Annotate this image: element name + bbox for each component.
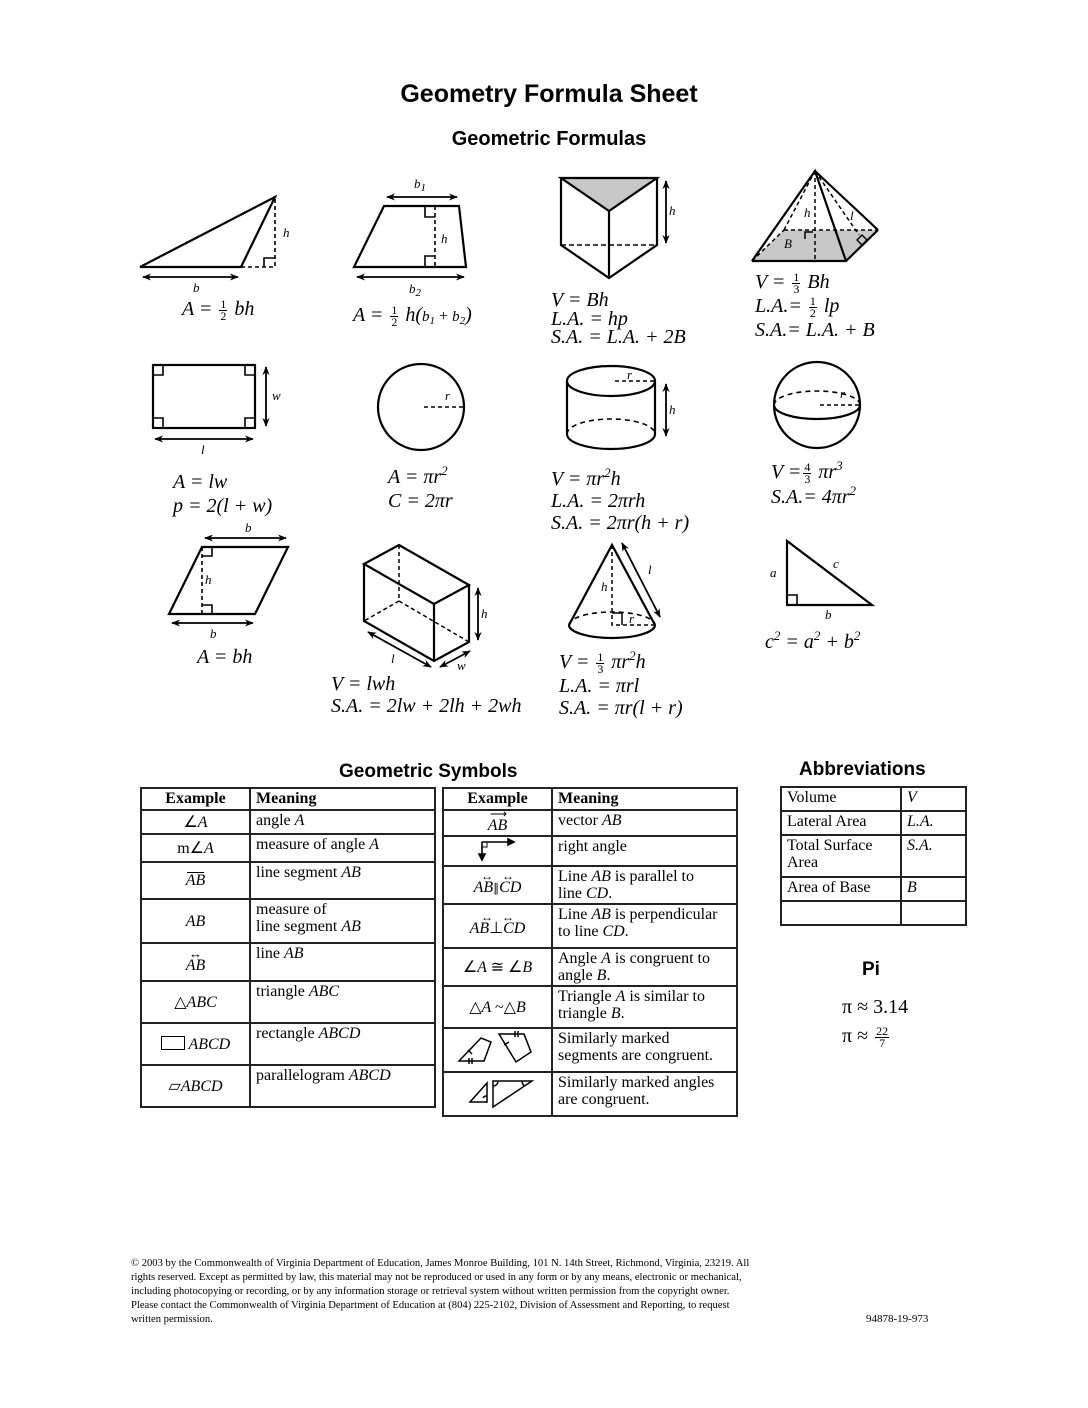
abbr-value-empty — [901, 901, 966, 925]
prism-lateral-area-formula: L.A. = hp — [551, 307, 628, 330]
pythagorean-formula: $c^2 = a^2 + b^2$ — [765, 628, 861, 653]
rect-prism-label-l: l — [391, 651, 395, 666]
prism-volume-formula: V = Bh — [551, 289, 609, 311]
symbol-parallelogram: ▱ABCD — [141, 1065, 250, 1107]
cone-formulas — [559, 648, 683, 720]
circle-label-r: r — [445, 388, 451, 403]
symbol-marked-angles — [443, 1072, 552, 1116]
sphere-figure — [774, 362, 860, 448]
triangle-figure — [140, 197, 275, 277]
parallelogram-figure — [169, 538, 288, 623]
cylinder-lateral-area-formula: L.A. = 2πrh — [551, 490, 646, 512]
parallelogram-label-b-bottom: b — [210, 626, 217, 641]
trapezoid-label-b2: $b_2$ — [409, 281, 421, 299]
circle-circumference-formula: C = 2πr — [388, 490, 453, 512]
meaning-right-angle: right angle — [552, 836, 737, 866]
pyramid-lateral-area-formula: L.A.= $\frac{1}{2}$ lp — [755, 293, 840, 320]
rectangle-label-w: w — [272, 388, 281, 403]
meaning-line: line AB — [250, 943, 435, 981]
cylinder-label-r: r — [627, 367, 633, 382]
rectangle-area-formula: A = lw — [173, 471, 228, 493]
pi-approx-decimal: π ≈ 3.14 — [842, 996, 909, 1018]
section-title-abbreviations: Abbreviations — [799, 759, 926, 780]
trapezoid-label-h: h — [441, 231, 448, 246]
symbol-similar: △A ~△B — [443, 986, 552, 1028]
symbols-table-left — [140, 787, 436, 1108]
abbr-value-base-area: B — [901, 877, 966, 901]
pyramid-volume-formula: V = $\frac{1}{3}$ Bh — [755, 269, 830, 296]
parallelogram-label-b-top: b — [245, 520, 252, 535]
abbr-value-surface-area: S.A. — [901, 835, 966, 877]
meaning-rectangle: rectangle ABCD — [250, 1023, 435, 1065]
cylinder-surface-area-formula: S.A. = 2πr(h + r) — [551, 512, 690, 534]
rect-prism-label-h: h — [481, 606, 488, 621]
right-triangle-label-b: b — [825, 607, 832, 622]
right-triangle-label-c: c — [833, 556, 839, 571]
cylinder-volume-formula: $V = \pi r^2h$ — [551, 465, 621, 490]
prism-surface-area-formula: S.A. = L.A. + 2B — [551, 326, 686, 348]
triangle-area-formula: A = $\frac{1}{2}$ bh — [182, 297, 255, 323]
trapezoid-area-formula: A = $\frac{1}{2}$ $h(b_1 + b_2)$ — [353, 303, 472, 329]
abbr-term-empty — [781, 901, 901, 925]
abbr-value-volume: V — [901, 787, 966, 811]
col-meaning: Meaning — [552, 788, 737, 810]
trapezoid-label-b1: $b_1$ — [414, 176, 426, 194]
triangle-label-h: h — [283, 225, 290, 240]
rectangular-prism-figure — [364, 545, 478, 667]
cone-label-h: h — [601, 579, 608, 594]
cone-figure — [569, 543, 660, 638]
circle-formulas — [388, 465, 453, 513]
symbol-perpendicular: ↔ ↔ AB⊥CD — [443, 904, 552, 948]
cone-volume-formula: V = $\frac{1}{3}$ $\pi r^2h$ — [559, 648, 646, 676]
meaning-similar: Triangle A is similar to triangle B. — [552, 986, 737, 1028]
meaning-angle: angle A — [250, 810, 435, 834]
meaning-segment: line segment AB — [250, 862, 435, 899]
abbr-value-lateral-area: L.A. — [901, 811, 966, 835]
sphere-volume-formula: V = $\frac{4}{3}$ $\pi r^3$ — [771, 458, 843, 486]
meaning-measure-angle: measure of angle A — [250, 834, 435, 862]
parallelogram-label-h: h — [205, 572, 212, 587]
sphere-label-r: r — [840, 386, 846, 401]
meaning-triangle: triangle ABC — [250, 981, 435, 1023]
parallelogram-area-formula: A = bh — [197, 646, 253, 668]
rect-prism-label-w: w — [457, 658, 466, 673]
circle-area-formula: $A = \pi r^2$ — [388, 463, 448, 488]
rect-prism-surface-area-formula: S.A. = 2lw + 2lh + 2wh — [331, 695, 522, 717]
circle-figure — [378, 364, 464, 450]
page-title: Geometry Formula Sheet — [400, 80, 698, 108]
copyright-notice: © 2003 by the Commonwealth of Virginia Department of Education, James Monroe Building, 101 N. 14th Street, Richmond, Virginia, 23219. All rights reserved. Except as permitted by law, this material may not be reproduced or used in any form or by any means, electronic or mechanical, including photocopying or recording, or by any information storage or retrieval system without written permission from the copyright owner. Please contact the Commonwealth of Virginia Department of Education at (804) 225-2102, Division of Assessment and Reporting, to request written permission. — [131, 1258, 750, 1325]
abbr-term-surface-area: Total Surface Area — [781, 835, 901, 877]
pyramid-surface-area-formula: S.A.= L.A. + B — [755, 318, 875, 341]
abbr-term-volume: Volume — [781, 787, 901, 811]
trapezoid-figure — [354, 197, 466, 277]
document-code: 94878-19-973 — [866, 1313, 929, 1325]
meaning-parallel: Line AB is parallel to line CD. — [552, 866, 737, 904]
pyramid-label-B: B — [784, 236, 792, 251]
symbol-line: ↔ AB — [141, 943, 250, 981]
marked-segments-icon — [456, 1030, 540, 1066]
symbol-angle: ∠A — [141, 810, 250, 834]
pi-approx-fraction: π ≈ $\frac{22}{7}$ — [842, 1023, 889, 1050]
symbol-congruent: ∠A ≅ ∠B — [443, 948, 552, 986]
cone-surface-area-formula: S.A. = πr(l + r) — [559, 697, 683, 720]
meaning-vector: vector AB — [552, 810, 737, 836]
meaning-marked-angles: Similarly marked angles are congruent. — [552, 1072, 737, 1116]
symbol-marked-segments — [443, 1028, 552, 1072]
section-title-symbols: Geometric Symbols — [339, 761, 518, 782]
sphere-formulas — [771, 460, 856, 509]
symbol-segment-measure: AB — [141, 899, 250, 943]
rectangle-figure — [153, 365, 266, 439]
cone-label-r: r — [629, 611, 635, 626]
meaning-perpendicular: Line AB is perpendicular to line CD. — [552, 904, 737, 948]
prism-formulas — [551, 291, 686, 347]
pyramid-formulas — [755, 271, 875, 342]
pyramid-figure — [752, 171, 878, 261]
symbol-right-angle — [443, 836, 552, 866]
prism-label-h: h — [669, 203, 676, 218]
symbol-parallel: ↔ ↔ AB∥CD — [443, 866, 552, 904]
rectangle-formulas — [173, 470, 272, 518]
sphere-surface-area-formula: $S.A.= 4\pi r^2$ — [771, 482, 857, 508]
triangle-label-b: b — [193, 280, 200, 295]
rect-prism-formulas — [331, 673, 522, 717]
symbol-triangle: △ABC — [141, 981, 250, 1023]
abbreviations-table — [780, 786, 967, 926]
col-example: Example — [443, 788, 552, 810]
marked-angles-icon — [456, 1074, 540, 1110]
symbol-measure-angle: m∠A — [141, 834, 250, 862]
abbr-term-lateral-area: Lateral Area — [781, 811, 901, 835]
rectangle-perimeter-formula: p = 2(l + w) — [173, 495, 273, 517]
col-example: Example — [141, 788, 250, 810]
pyramid-label-l: l — [850, 208, 854, 223]
cylinder-label-h: h — [669, 402, 676, 417]
right-triangle-figure — [787, 541, 872, 605]
pyramid-label-h: h — [804, 205, 811, 220]
cone-lateral-area-formula: L.A. = πrl — [559, 674, 640, 697]
triangular-prism-figure — [561, 178, 666, 278]
col-meaning: Meaning — [250, 788, 435, 810]
rect-prism-volume-formula: V = lwh — [331, 673, 396, 695]
symbol-rectangle: ABCD — [141, 1023, 250, 1065]
rectangle-label-l: l — [201, 442, 205, 457]
right-triangle-label-a: a — [770, 565, 777, 580]
cylinder-formulas — [551, 465, 690, 534]
symbol-segment: AB — [141, 862, 250, 899]
symbol-vector: ⟶ AB — [443, 810, 552, 836]
meaning-segment-measure: measure of line segment AB — [250, 899, 435, 943]
meaning-parallelogram: parallelogram ABCD — [250, 1065, 435, 1107]
meaning-marked-segments: Similarly marked segments are congruent. — [552, 1028, 737, 1072]
cone-label-l: l — [648, 562, 652, 577]
symbols-table-right — [442, 787, 738, 1117]
abbr-term-base-area: Area of Base — [781, 877, 901, 901]
section-title-formulas: Geometric Formulas — [451, 128, 647, 150]
cylinder-figure — [567, 366, 666, 449]
section-title-pi: Pi — [862, 959, 880, 980]
meaning-congruent: Angle A is congruent to angle B. — [552, 948, 737, 986]
right-angle-icon — [478, 838, 518, 860]
